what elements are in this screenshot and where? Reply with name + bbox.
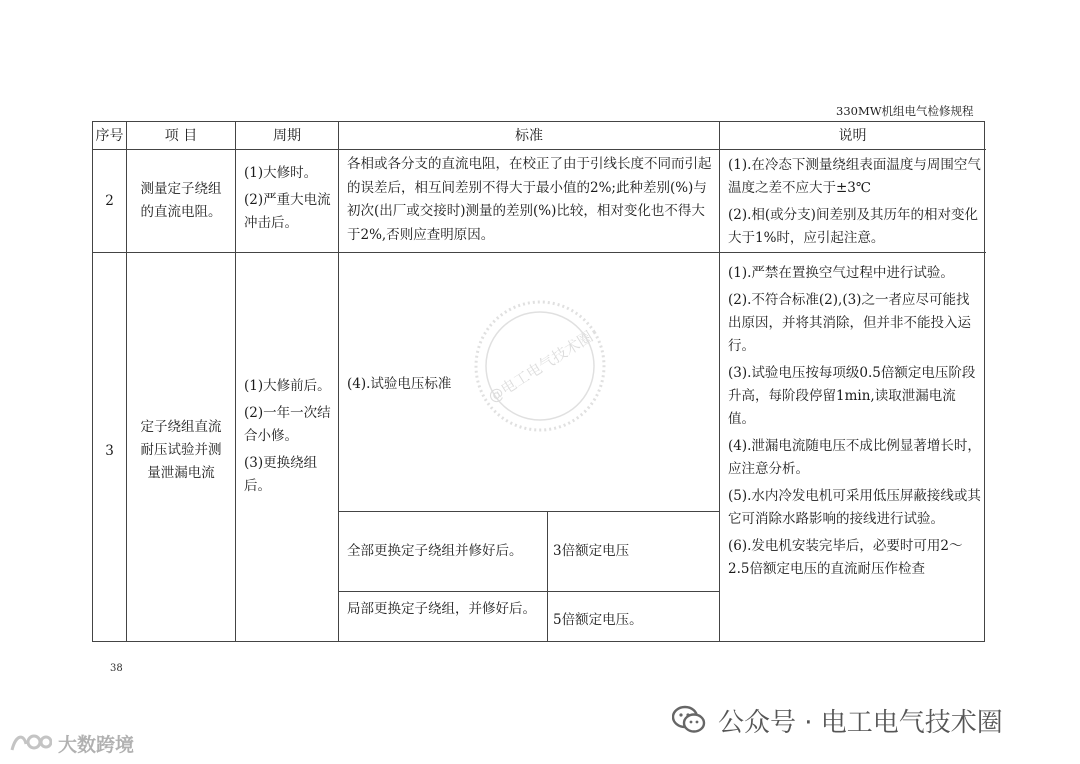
row3-note: (4).泄漏电流随电压不成比例显著增长时，应注意分析。 [728, 438, 981, 477]
page-number: 38 [110, 663, 123, 674]
row3-note: (5).水内冷发电机可采用低压屏蔽接线或其它可消除水路影响的接线进行试验。 [728, 488, 981, 527]
row3-period [244, 375, 334, 502]
row2-note: (2).相(或分支)间差别及其历年的相对变化大于1%时，应引起注意。 [728, 207, 978, 246]
row3-item [127, 416, 235, 485]
row3-condition-1: 全部更换定子绕组并修好后。 [347, 543, 523, 559]
row3-item-line: 耐压试验并测 [140, 442, 222, 458]
wechat-account-text: 公众号 · 电工电气技术圈 [718, 707, 1003, 738]
brand-logo-icon [8, 730, 52, 756]
row3-voltage-2: 5倍额定电压。 [553, 612, 643, 628]
row3-period-line: (1)大修前后。 [244, 378, 331, 394]
col-divider [338, 122, 339, 641]
row3-item-line: 定子绕组直流 [140, 419, 222, 435]
row3-condition-2: 局部更换定子绕组，并修好后。 [347, 601, 536, 617]
wechat-account-label [672, 700, 1003, 740]
row3-item-line: 量泄漏电流 [147, 465, 215, 481]
col-divider [719, 122, 720, 641]
col-divider [235, 122, 236, 641]
row2-period-line: (2)严重大电流冲击后。 [244, 192, 331, 231]
header-no: 序号 [95, 127, 124, 144]
brand-logo-text: 大数跨境 [58, 733, 135, 756]
row2-period-line: (1)大修时。 [244, 165, 318, 181]
row2-item-line: 的直流电阻。 [140, 204, 222, 220]
header-item: 项 目 [164, 127, 198, 144]
sub-row-divider [338, 591, 719, 592]
watermark-text: @电工电气技术圈 [484, 327, 597, 407]
row2-number: 2 [105, 193, 114, 209]
row2-notes [728, 154, 982, 254]
document-header: 330MW机组电气检修规程 [836, 104, 974, 118]
row3-note: (6).发电机安装完毕后，必要时可用2～2.5倍额定电压的直流耐压作检查 [728, 538, 963, 577]
row3-voltage-1: 3倍额定电压 [553, 543, 630, 559]
row3-period-line: (3)更换绕组后。 [244, 455, 318, 494]
row3-number: 3 [105, 443, 114, 459]
row3-note: (2).不符合标准(2),(3)之一者应尽可能找出原因，并将其消除，但并非不能投入运行。 [728, 292, 971, 354]
header-divider [93, 149, 986, 150]
row2-period [244, 162, 334, 239]
row2-standard: 各相或各分支的直流电阻，在校正了由于引线长度不同而引起的误差后，相互间差别不得大于最小值的2%;此种差别(%)与初次(出厂或交接时)测量的差别(%)比较，相对变化也不得大于2%,否则应查明原因。 [347, 156, 712, 243]
row2-note: (1).在冷态下测量绕组表面温度与周围空气温度之差不应大于±3℃ [728, 157, 981, 196]
row3-period-line: (2)一年一次结合小修。 [244, 405, 331, 444]
header-notes: 说明 [838, 127, 867, 144]
sub-row-divider [338, 511, 719, 512]
row3-note: (1).严禁在置换空气过程中进行试验。 [728, 265, 954, 281]
header-period: 周期 [273, 127, 301, 144]
brand-logo [8, 728, 134, 758]
wechat-icon [672, 705, 706, 735]
row3-note: (3).试验电压按每项级0.5倍额定电压阶段升高，每阶段停留1min,读取泄漏电流值。 [728, 365, 976, 427]
header-standard: 标准 [515, 127, 543, 144]
row2-item [127, 178, 235, 224]
row3-standard-label: (4).试验电压标准 [347, 376, 452, 392]
row3-notes [728, 262, 982, 585]
row2-item-line: 测量定子绕组 [140, 181, 222, 197]
sub-col-divider [547, 511, 548, 641]
